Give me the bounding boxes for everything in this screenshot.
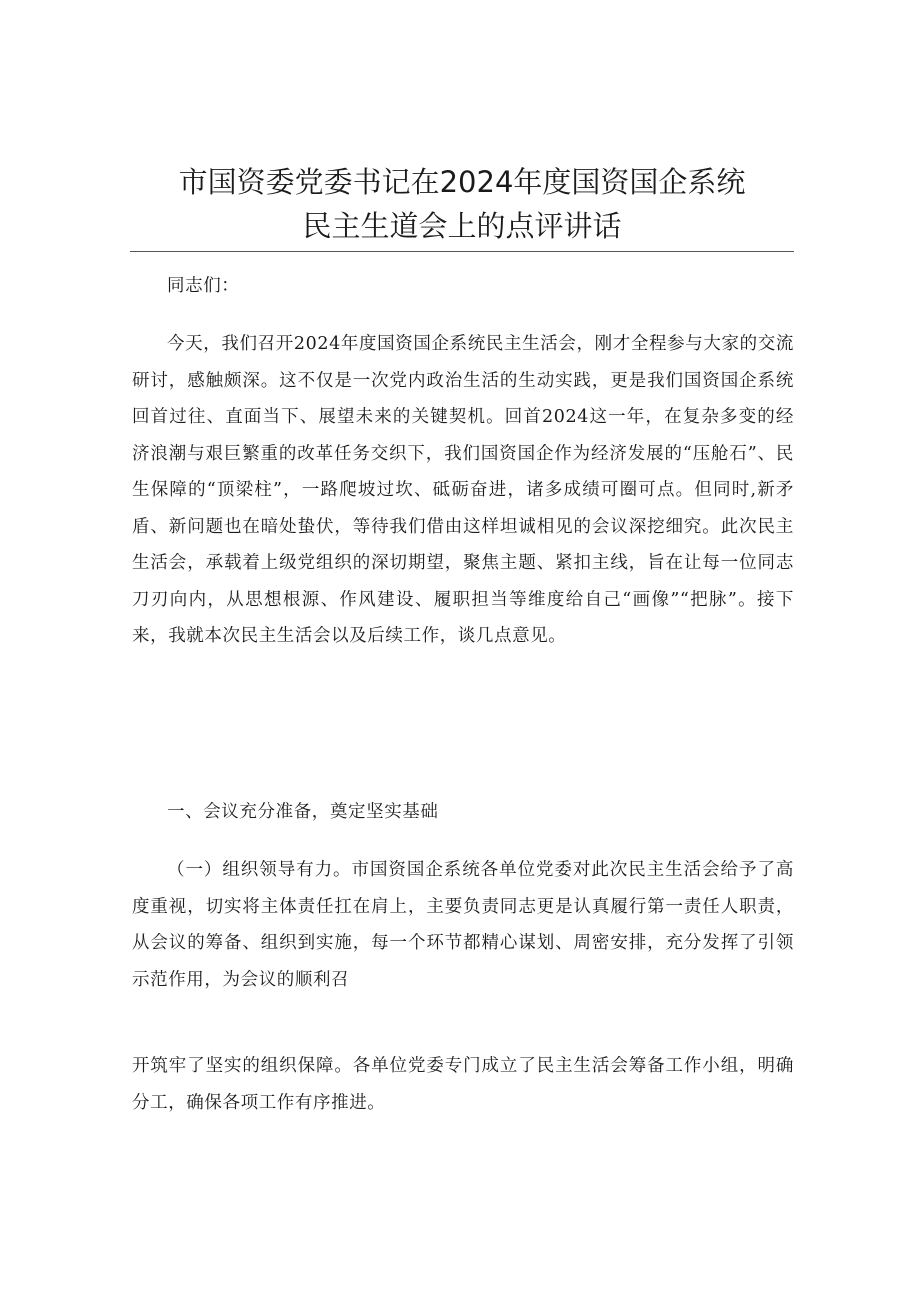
salutation: 同志们： (167, 276, 240, 296)
paragraph-continuation: 开筑牢了坚实的组织保障。各单位党委专门成立了民主生活会筹备工作小组，明确分工，确保各项工作有序推进。 (132, 1056, 794, 1113)
paragraph-intro: 今天，我们召开2024年度国资国企系统民主生活会，刚才全程参与大家的交流研讨，感触颇深。这不仅是一次党内政治生活的生动实践，更是我们国资国企系统回首过往、直面当下、展望未来的关键契机。回首2024这一年，在复杂多变的经济浪潮与艰巨繁重的改革任务交织下，我们国资国企作为经济发展的“压舱石”、民生保障的“顶梁柱”，一路爬坡过坎、砥砺奋进，诸多成绩可圈可点。但同时,新矛盾、新问题也在暗处蛰伏，等待我们借由这样坦诚相见的会议深挖细究。此次民主生活会，承载着上级党组织的深切期望，聚焦主题、紧扣主线，旨在让每一位同志刀刃向内，从思想根源、作风建设、履职担当等维度给自己“画像”“把脉”。接下来，我就本次民主生活会以及后续工作，谈几点意见。 (132, 334, 794, 646)
paragraph-organization: （一）组织领导有力。市国资国企系统各单位党委对此次民主生活会给予了高度重视，切实将主体责任扛在肩上，主要负责同志更是认真履行第一责任人职责，从会议的筹备、组织到实施，每一个环节都精心谋划、周密安排，充分发挥了引领示范作用，为会议的顺利召 (132, 860, 794, 990)
document-title (130, 160, 794, 248)
section-heading: 一、会议充分准备，奠定坚实基础 (167, 802, 439, 822)
title-line-2: 民主生道会上的点评讲话 (302, 209, 622, 243)
title-divider (130, 251, 794, 252)
title-line-1: 市国资委党委书记在2024年度国资国企系统 (178, 165, 746, 199)
